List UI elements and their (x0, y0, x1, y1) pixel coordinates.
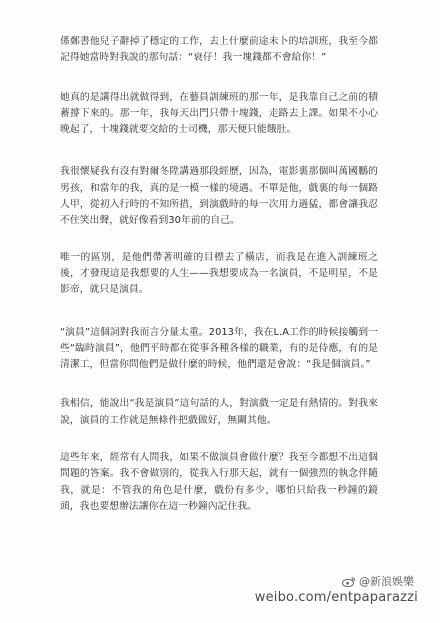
paragraph-4: 唯一的區別，是他們帶著明確的目標去了橫店，而我是在進入訓練班之後，才發現這是我想要的人生——我想要成為一名演員，不是明星，不是影帝，就只是演員。 (60, 251, 378, 296)
watermark-account (342, 573, 414, 589)
paragraph-2: 她真的是講得出就做得到，在藝員訓練班的那一年，是我靠自己之前的積蓄撐下來的。那一年，我每天出門只帶十塊錢，走路去上課。如果不小心晚起了，十塊錢就要交給的士司機，那天便只能餓肚。 (60, 91, 378, 136)
paragraph-5: “演員”這個詞對我而言分量太重。2013年，我在L.A工作的時候接觸到一些“臨時演員”，他們平時都在從事各種各樣的職業，有的是侍應，有的是清潔工，但當你問他們是做什麼的時候，他們還是會說：“我是個演員。” (60, 326, 378, 371)
article-body (60, 34, 378, 536)
paragraph-6: 我相信，能說出“我是演員”這句話的人，對演戲一定是有熱情的。對我來說，演員的工作就是無條件把戲做好，無關其他。 (60, 398, 378, 426)
weibo-logo-icon (342, 576, 356, 587)
paragraph-1: 係鄭書他兒子辭掉了穩定的工作，去上什麼前途未卜的培訓班，我至今都記得她當時對我說的那句話：“衰仔！我一塊錢都不會給你！” (60, 36, 378, 64)
watermark-account-text: @新浪娛樂 (359, 575, 414, 588)
paragraph-7: 這些年來，經常有人問我，如果不做演員會做什麼？我至今都想不出這個問題的答案。我不會做別的，從我入行那天起，就有一個強烈的執念伴隨我，就是：不管我的角色是什麼，戲份有多少，哪怕只給我一秒鐘的鏡頭，我也要想辦法讓你在這一秒鐘內記住我。 (60, 452, 378, 512)
watermark-url: weibo.com/entpaparazzi (254, 590, 418, 605)
paragraph-3: 我很懷疑我有沒有對爾冬陞講過那段經歷，因為，電影裏那個叫萬國鵬的男孩，和當年的我，真的是一模一樣的境遇。不單是他，戲裏的每一個路人甲，從初入行時的不知所措，到演戲時的每一次用力過猛，都會讓我忍不住笑出聲，就好像看到30年前的自己。 (60, 166, 378, 227)
